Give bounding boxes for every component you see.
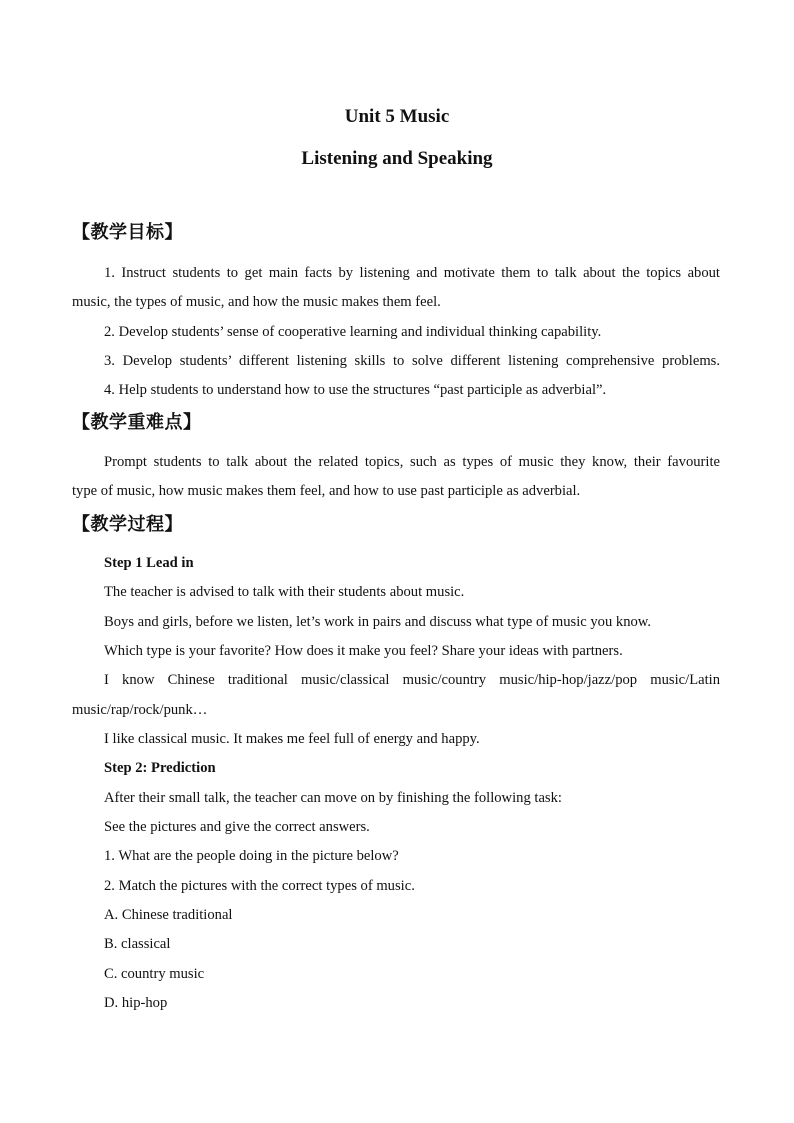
option-item: C. country music	[104, 966, 205, 982]
step1-line: The teacher is advised to talk with their students about music.	[104, 584, 465, 600]
objective-line: 4. Help students to understand how to use the structures “past participle as adverbial”.	[104, 382, 607, 398]
process-heading: 【教学过程】	[72, 514, 183, 535]
key-point-line: Prompt students to talk about the related topics, such as types of music they know, their favourite	[104, 454, 720, 470]
step1-line: I know Chinese traditional music/classical music/country music/hip-hop/jazz/pop music/Latin	[104, 672, 720, 688]
objective-line: 2. Develop students’ sense of cooperative learning and individual thinking capability.	[104, 324, 602, 340]
option-item: B. classical	[104, 936, 171, 952]
objective-line: music, the types of music, and how the music makes them feel.	[72, 294, 441, 310]
objective-line: 1. Instruct students to get main facts by listening and motivate them to talk about the topics about	[104, 265, 720, 281]
step2-line: 1. What are the people doing in the picture below?	[104, 848, 399, 864]
step2-line: 2. Match the pictures with the correct types of music.	[104, 878, 415, 894]
option-item: D. hip-hop	[104, 995, 168, 1011]
step1-title: Step 1 Lead in	[104, 555, 194, 571]
objective-line: 3. Develop students’ different listening skills to solve different listening comprehensive problems.	[104, 353, 720, 369]
objectives-heading: 【教学目标】	[72, 222, 183, 243]
step2-line: After their small talk, the teacher can move on by finishing the following task:	[104, 790, 562, 806]
step1-line: Which type is your favorite? How does it make you feel? Share your ideas with partners.	[104, 643, 623, 659]
key-points-heading: 【教学重难点】	[72, 412, 202, 433]
step1-line: music/rap/rock/punk…	[72, 702, 208, 718]
key-point-line: type of music, how music makes them feel, and how to use past participle as adverbial.	[72, 483, 581, 499]
step2-line: See the pictures and give the correct answers.	[104, 819, 370, 835]
option-item: A. Chinese traditional	[104, 907, 233, 923]
unit-title: Unit 5 Music	[344, 106, 450, 127]
step1-line: I like classical music. It makes me feel full of energy and happy.	[104, 731, 480, 747]
step1-line: Boys and girls, before we listen, let’s work in pairs and discuss what type of music you know.	[104, 614, 652, 630]
lesson-subtitle: Listening and Speaking	[301, 148, 493, 169]
step2-title: Step 2: Prediction	[104, 760, 216, 776]
